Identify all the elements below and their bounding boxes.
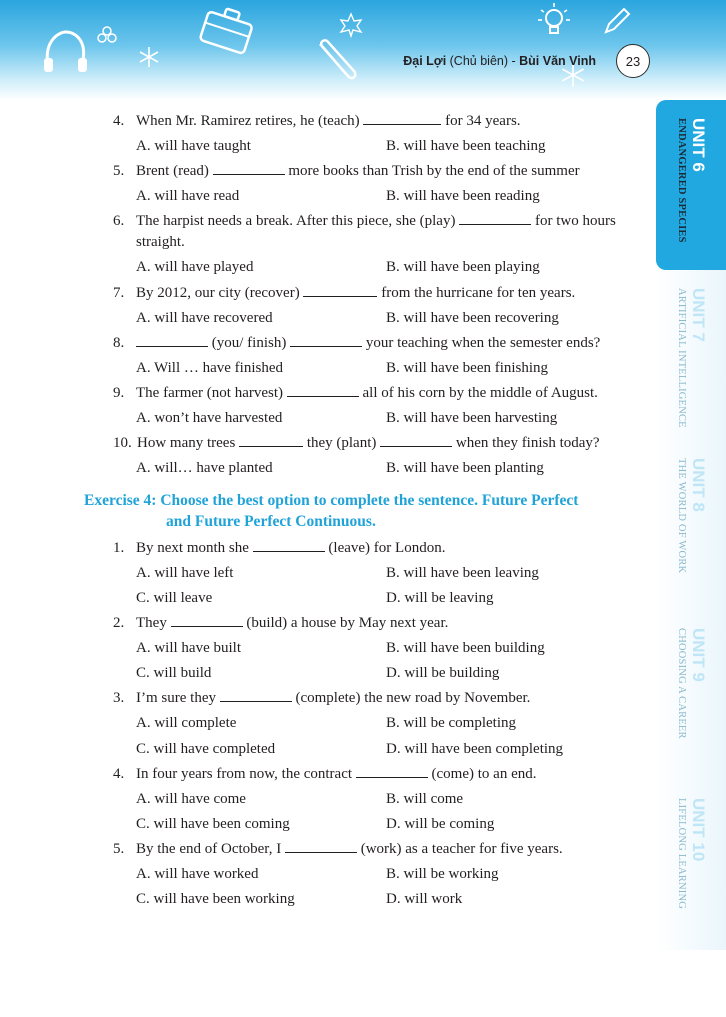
answer-blank[interactable] (285, 840, 357, 853)
question-text: for two hours (531, 213, 616, 229)
sidebar-tab-unit-10[interactable] (656, 780, 726, 950)
question-text: How many trees (137, 435, 240, 451)
sidebar-tab-unit-8[interactable] (656, 440, 726, 610)
question-number: 9. (113, 385, 125, 401)
sidebar-tab-subtitle: ENDANGERED SPECIES (676, 118, 687, 243)
question-line (137, 434, 600, 452)
question-text: Brent (read) (136, 163, 213, 179)
question-text: your teaching when the semester ends? (362, 335, 601, 351)
answer-option[interactable]: B. will be completing (386, 715, 516, 731)
question-text: (come) to an end. (427, 766, 537, 782)
flower-icon (96, 24, 118, 46)
question-text: They (136, 615, 171, 631)
pencil-icon (602, 6, 632, 36)
answer-blank[interactable] (363, 112, 441, 125)
answer-option[interactable]: C. will have completed (136, 741, 276, 757)
answer-option[interactable]: B. will have been playing (386, 259, 540, 275)
answer-option[interactable]: C. will leave (136, 590, 213, 606)
question-text: (build) a house by May next year. (242, 615, 449, 631)
question-text: By the end of October, I (136, 841, 285, 857)
question-text: In four years from now, the contract (136, 766, 356, 782)
question-text: (complete) the new road by November. (291, 690, 531, 706)
sidebar-tab-subtitle: ARTIFICIAL INTELLIGENCE (676, 288, 687, 428)
answer-option[interactable]: B. will come (386, 791, 464, 807)
question-line (136, 765, 537, 783)
answer-option[interactable]: A. will have recovered (136, 310, 273, 326)
question-text: The harpist needs a break. After this piece, she (play) (136, 213, 460, 229)
question-text: from the hurricane for ten years. (377, 285, 576, 301)
question-line (136, 284, 575, 302)
question-text: The farmer (not harvest) (136, 385, 287, 401)
lightbulb-icon (536, 2, 572, 42)
page-number: 23 (616, 44, 650, 78)
answer-option[interactable]: B. will have been teaching (386, 138, 546, 154)
author-credit: Đại Lợi (Chủ biên) - Bùi Văn Vinh (403, 54, 596, 68)
question-number: 6. (113, 213, 125, 229)
question-number: 7. (113, 285, 125, 301)
sidebar-tab-subtitle: THE WORLD OF WORK (676, 458, 687, 574)
question-line (136, 212, 616, 230)
answer-option[interactable]: C. will build (136, 665, 212, 681)
answer-option[interactable]: A. will have worked (136, 866, 259, 882)
answer-option[interactable]: B. will have been harvesting (386, 410, 558, 426)
question-line (136, 840, 563, 858)
sidebar-tab-unit-6[interactable] (656, 100, 726, 270)
answer-option[interactable]: A. will have left (136, 565, 234, 581)
answer-option[interactable]: C. will have been working (136, 891, 295, 907)
question-text: I’m sure they (136, 690, 220, 706)
question-number: 1. (113, 540, 125, 556)
question-text: (you/ finish) (208, 335, 291, 351)
answer-option[interactable]: D. will be coming (386, 816, 495, 832)
question-line (136, 689, 530, 707)
answer-option[interactable]: A. won’t have harvested (136, 410, 283, 426)
headphones-icon (40, 28, 90, 76)
answer-blank[interactable] (380, 434, 452, 447)
unit-sidebar (656, 100, 726, 952)
briefcase-icon (196, 4, 260, 56)
question-text: all of his corn by the middle of August. (358, 385, 598, 401)
sidebar-tab-unit-7[interactable] (656, 270, 726, 440)
answer-option[interactable]: A. will have built (136, 640, 241, 656)
question-line (136, 112, 521, 130)
answer-option[interactable]: D. will work (386, 891, 463, 907)
question-number: 5. (113, 841, 125, 857)
question-text: for 34 years. (441, 113, 521, 129)
question-text-continued: straight. (136, 234, 185, 250)
answer-option[interactable]: D. will have been completing (386, 741, 564, 757)
sidebar-tab-unit: UNIT 8 (689, 458, 708, 512)
paperclip-icon (312, 36, 358, 84)
answer-option[interactable]: A. will have read (136, 188, 240, 204)
exercise-4-title: Exercise 4: Choose the best option to complete the sentence. Future Perfect and Future Perfect Continuous. (84, 492, 579, 530)
question-text: By next month she (136, 540, 253, 556)
sidebar-tab-subtitle: CHOOSING A CAREER (676, 628, 687, 739)
question-line (136, 334, 600, 352)
sidebar-tab-unit-9[interactable] (656, 610, 726, 780)
answer-blank[interactable] (253, 539, 325, 552)
sidebar-tab-unit: UNIT 6 (689, 118, 708, 172)
answer-blank[interactable] (287, 384, 359, 397)
question-number: 2. (113, 615, 125, 631)
sidebar-tab-unit: UNIT 10 (689, 798, 708, 862)
answer-option[interactable]: A. Will … have finished (136, 360, 284, 376)
answer-option[interactable]: A. will have taught (136, 138, 251, 154)
answer-option[interactable]: B. will have been finishing (386, 360, 549, 376)
question-line (136, 162, 580, 180)
question-number: 3. (113, 690, 125, 706)
answer-option[interactable]: B. will have been reading (386, 188, 540, 204)
leaf-icon (338, 12, 364, 38)
question-number: 8. (113, 335, 125, 351)
question-number: 4. (113, 766, 125, 782)
question-number: 10. (113, 435, 132, 451)
answer-blank[interactable] (239, 434, 303, 447)
answer-option[interactable]: B. will have been recovering (386, 310, 559, 326)
sidebar-tab-unit: UNIT 9 (689, 628, 708, 682)
question-line (136, 384, 598, 402)
answer-option[interactable]: B. will have been leaving (386, 565, 539, 581)
answer-option[interactable]: D. will be leaving (386, 590, 494, 606)
answer-option[interactable]: A. will… have planted (136, 460, 273, 476)
answer-option[interactable]: A. will have played (136, 259, 254, 275)
answer-blank[interactable] (220, 689, 292, 702)
answer-option[interactable]: A. will have come (136, 791, 246, 807)
question-number: 4. (113, 113, 125, 129)
question-text: they (plant) (303, 435, 381, 451)
answer-option[interactable]: D. will be building (386, 665, 500, 681)
question-text: more books than Trish by the end of the summer (284, 163, 580, 179)
answer-blank[interactable] (356, 765, 428, 778)
answer-option[interactable]: B. will be working (386, 866, 499, 882)
question-text: When Mr. Ramirez retires, he (teach) (136, 113, 364, 129)
question-text: when they finish today? (452, 435, 600, 451)
answer-blank[interactable] (290, 334, 362, 347)
answer-blank[interactable] (459, 212, 531, 225)
question-text: (leave) for London. (324, 540, 446, 556)
answer-blank[interactable] (171, 614, 243, 627)
question-text: By 2012, our city (recover) (136, 285, 304, 301)
answer-blank[interactable] (213, 162, 285, 175)
answer-option[interactable]: C. will have been coming (136, 816, 290, 832)
sidebar-tab-subtitle: LIFELONG LEARNING (676, 798, 687, 910)
snowflake-icon (138, 46, 160, 68)
answer-option[interactable]: A. will complete (136, 715, 237, 731)
question-number: 5. (113, 163, 125, 179)
sidebar-tab-unit: UNIT 7 (689, 288, 708, 342)
answer-blank[interactable] (303, 284, 377, 297)
answer-blank[interactable] (136, 334, 208, 347)
question-line (136, 614, 448, 632)
question-line (136, 539, 445, 557)
answer-option[interactable]: B. will have been planting (386, 460, 544, 476)
question-text: (work) as a teacher for five years. (356, 841, 563, 857)
answer-option[interactable]: B. will have been building (386, 640, 545, 656)
